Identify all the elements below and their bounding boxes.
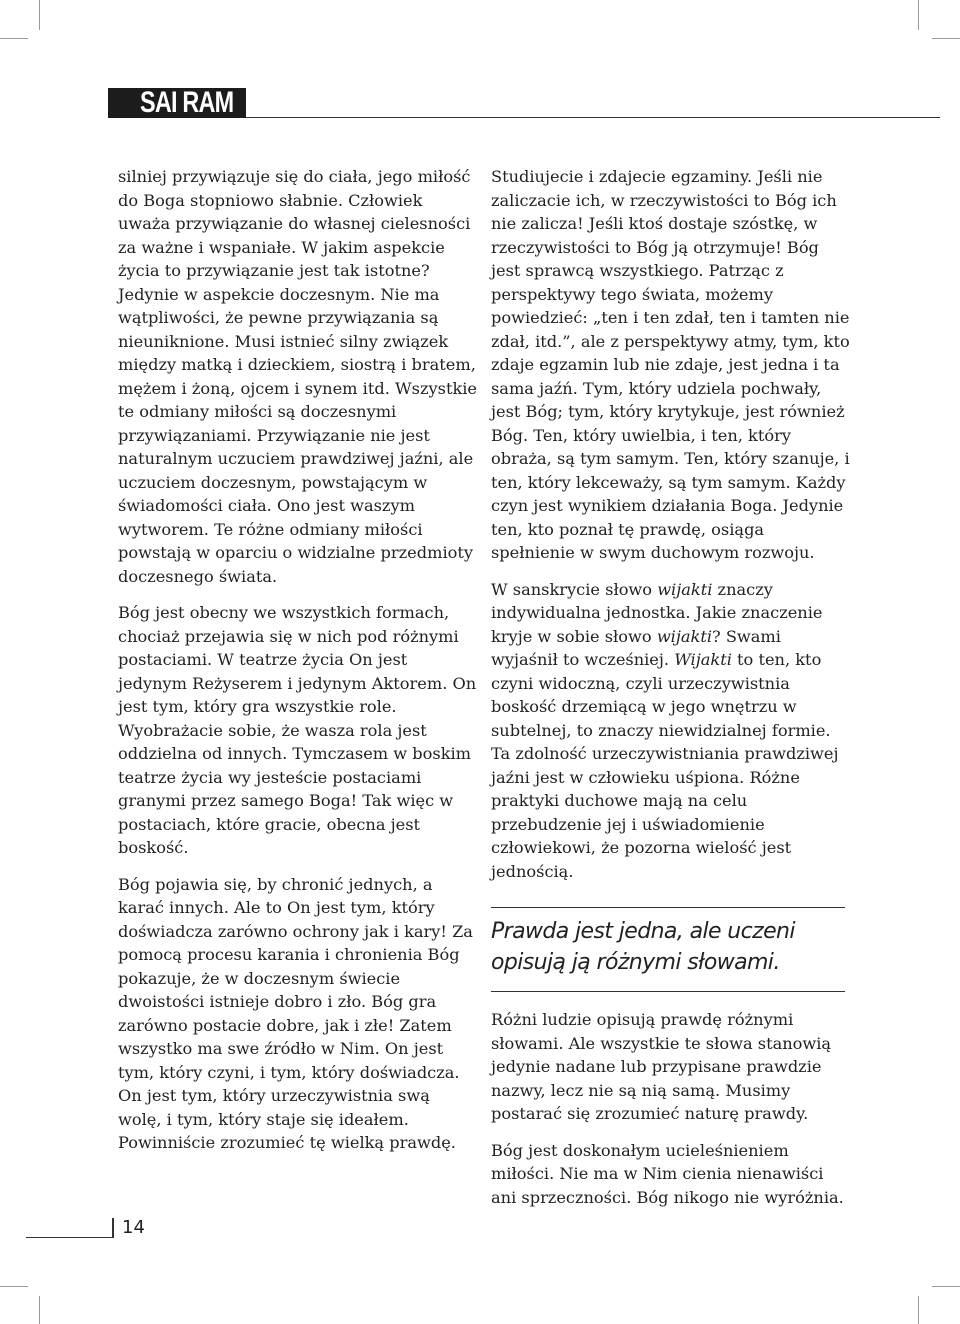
paragraph: Bóg pojawia się, by chronić jednych, a karać innych. Ale to On jest tym, który doświadcza zarówno ochrony jak i kary! Za pomocą procesu karania i chronienia Bóg pokazuje, że w doczesnym świecie dwoistości istnieje dobro i zło. Bóg gra zarówno postacie dobre, jak i złe! Zatem wszystko ma swe źródło w Nim. On jest tym, który czyni, i tym, który doświadcza. On jest tym, który urzeczywistnia swą wolę, i tym, który staje się ideałem. Powinniście zrozumieć tę wielką prawdę. <box>118 874 473 1152</box>
crop-mark <box>918 1296 919 1324</box>
page-number: 14 <box>122 1217 145 1238</box>
paragraph: Różni ludzie opisują prawdę różnymi słowami. Ale wszystkie te słowa stanowią jedynie nadane lub przypisane prawdzie nazwy, lecz nie są nią samą. Musimy postarać się zrozumieć naturę prawdy. <box>491 1010 832 1123</box>
paragraph <box>491 578 851 884</box>
left-column <box>118 165 478 1168</box>
header-rule <box>246 117 940 118</box>
crop-mark <box>932 38 960 39</box>
term-italic: wijakti <box>657 579 713 599</box>
paragraph: Studiujecie i zdajecie egzaminy. Jeśli nie zaliczacie ich, w rzeczywistości to Bóg ich nie zalicza! Jeśli ktoś dostaje szóstkę, w rzeczywistości to Bóg ją otrzymuje! Bóg jest sprawcą wszystkiego. Patrząc z perspektywy tego świata, możemy powiedzieć: „ten i ten zdał, ten i tamten nie zdał, itd.”, ale z perspektywy atmy, tym, kto zdaje egzamin lub nie zdaje, jest jedna i ta sama jaźń. Tym, który udziela pochwały, jest Bóg; tym, który krytykuje, jest również Bóg. Ten, który uwielbia, i ten, który obraża, są tym samym. Ten, który szanuje, i ten, który lekceważy, są tym samym. Każdy czyn jest wynikiem działania Boga. Jedynie ten, kto poznał tę prawdę, osiąga spełnienie w swym duchowym rozwoju. <box>491 167 850 562</box>
term-italic: Wijakti <box>674 650 732 669</box>
paragraph: Bóg jest doskonałym ucieleśnieniem miłości. Nie ma w Nim cienia nienawiści ani sprzeczności. Bóg nikogo nie wyróżnia. <box>491 1140 844 1207</box>
pull-quote-rule-bottom <box>491 991 845 992</box>
crop-mark <box>0 38 28 39</box>
crop-mark <box>932 1286 960 1287</box>
text-span: to ten, kto czyni widoczną, czyli urzeczywistnia boskość drzemiącą w jego wnętrzu w subtelnej, to znaczy niewidzialnej formie. Ta zdolność urzeczywistniania prawdziwej jaźni jest w człowieku uśpiona. Różne praktyki duchowe mają na celu przebudzenie jej i uświadomienie człowiekowi, że pozorna wielość jest jednością. <box>491 650 839 881</box>
text-span: ? Swami wyjaśnił to wcześniej. <box>491 626 781 669</box>
term-italic: wijakti <box>656 626 713 646</box>
text-span: znaczy indywidualna jednostka. Jakie znaczenie kryje w sobie słowo <box>491 579 823 646</box>
crop-mark <box>39 1296 40 1324</box>
footer-tick <box>112 1218 114 1238</box>
paragraph: silniej przywiązuje się do ciała, jego miłość do Boga stopniowo słabnie. Człowiek uważa przywiązanie do własnej cielesności za ważne i wspaniałe. W jakim aspekcie życia to przywiązanie jest tak istotne? Jedynie w aspekcie doczesnym. Nie ma wątpliwości, że pewne przywiązania są nieuniknione. Musi istnieć silny związek między matką i dzieckiem, siostrą i bratem, mężem i żoną, ojcem i synem itd. Wszystkie te odmiany miłości są doczesnymi przywiązaniami. Przywiązanie nie jest naturalnym uczuciem prawdziwej jaźni, ale uczuciem doczesnym, powstającym w świadomości ciała. Ono jest waszym wytworem. Te różne odmiany miłości powstają w oparciu o widzialne przedmioty doczesnego świata. <box>118 167 478 586</box>
crop-mark <box>39 0 40 30</box>
paragraph: Bóg jest obecny we wszystkich formach, chociaż przejawia się w nich pod różnymi postaciami. W teatrze życia On jest jedynym Reżyserem i jedynym Aktorem. On jest tym, który gra wszystkie role. Wyobrażacie sobie, że wasza rola jest oddzielna od innych. Tymczasem w boskim teatrze życia wy jesteście postaciami granymi przez samego Boga! Tak więc w postaciach, które gracie, obecna jest boskość. <box>118 603 477 857</box>
crop-mark <box>0 1286 28 1287</box>
section-label: SAI RAM <box>140 86 234 119</box>
pull-quote: Prawda jest jedna, ale uczeni opisują ją różnymi słowami. <box>491 919 795 975</box>
right-column <box>491 165 851 1222</box>
text-span: W sanskrycie słowo <box>491 579 658 599</box>
pull-quote-rule-top <box>491 907 845 908</box>
footer-rule <box>26 1237 112 1238</box>
crop-mark <box>918 0 919 30</box>
